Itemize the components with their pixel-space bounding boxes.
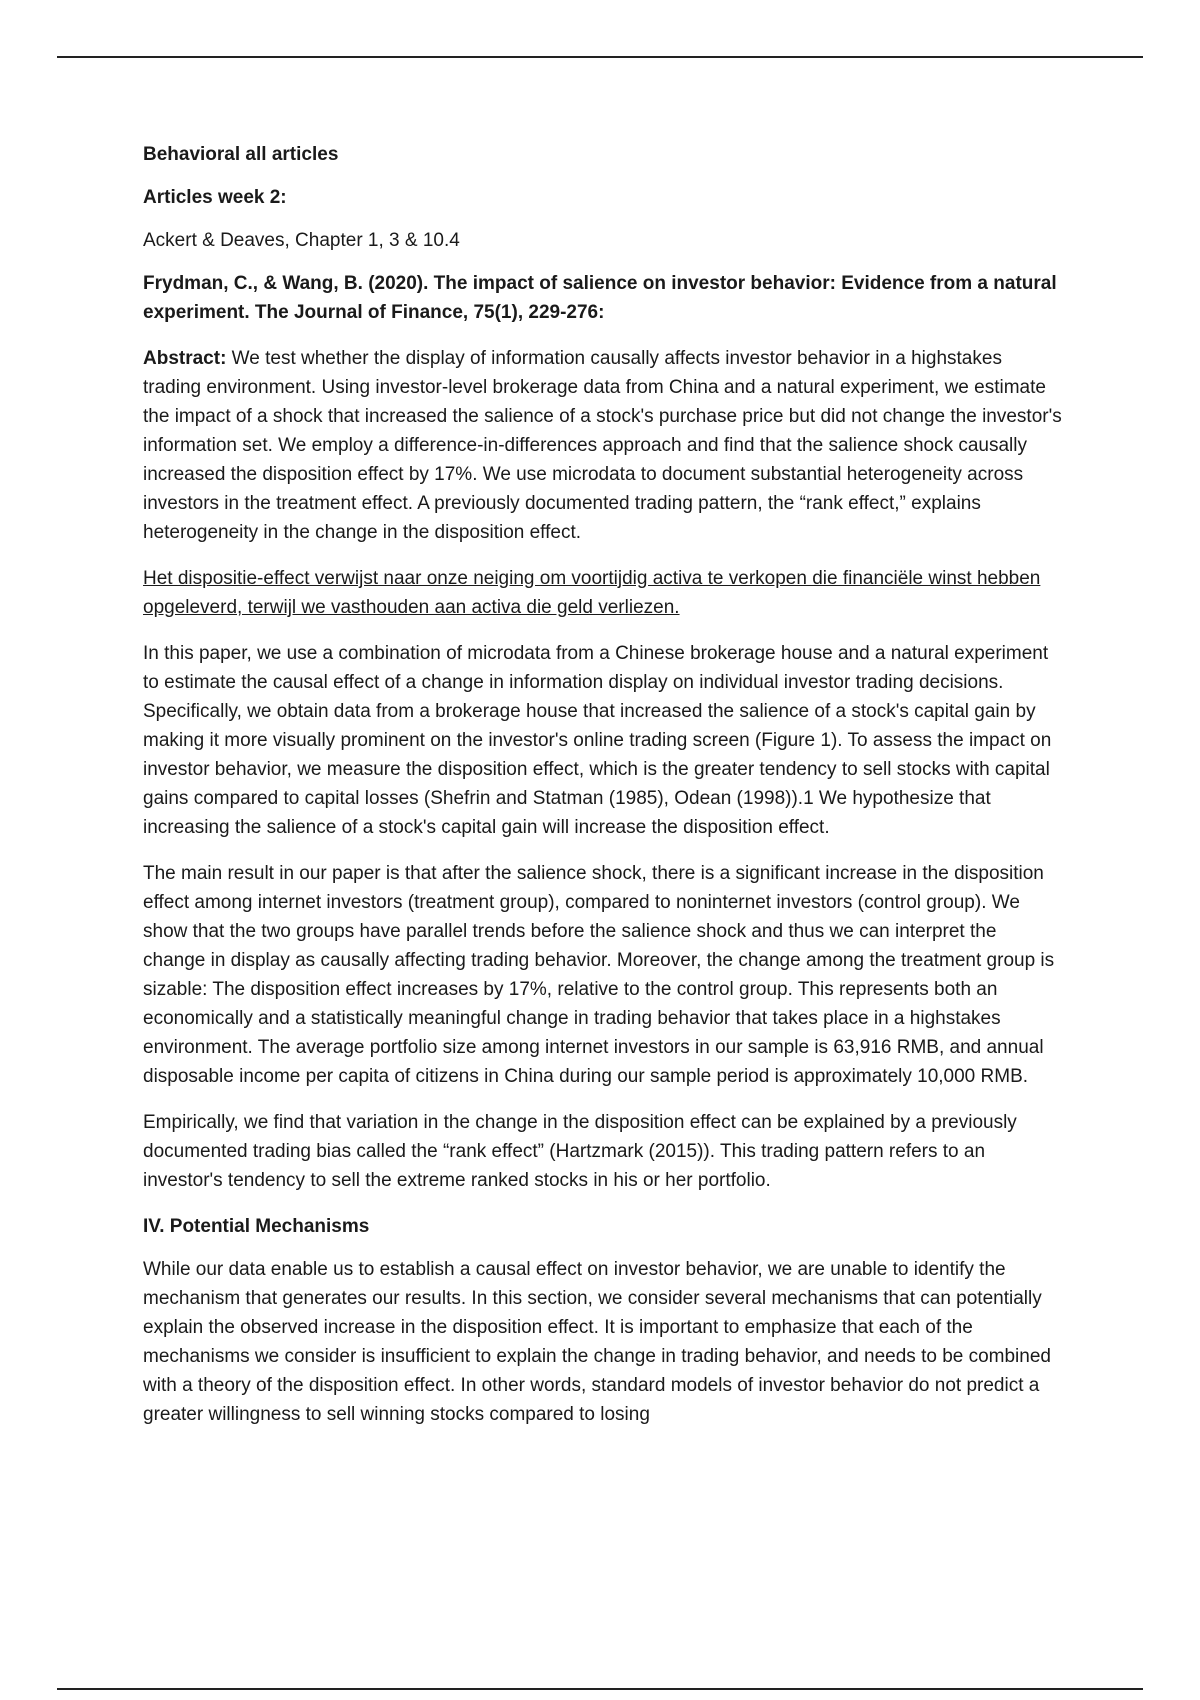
- document-title: Behavioral all articles: [143, 144, 339, 165]
- body-paragraph-3: Empirically, we find that variation in the change in the disposition effect can be explained by a previously documented trading bias called the “rank effect” (Hartzmark (2015)). This trading pattern refers to an investor's tendency to sell the extreme ranked stocks in his or her portfolio.: [143, 1112, 1017, 1191]
- abstract-label: Abstract:: [143, 348, 227, 369]
- abstract-text: We test whether the display of information causally affects investor behavior in a highstakes trading environment. Using investor-level brokerage data from China and a natural experiment, we estimate the impact of a shock that increased the salience of a stock's purchase price but did not change the investor's information set. We employ a difference-in-differences approach and find that the salience shock causally increased the disposition effect by 17%. We use microdata to document substantial heterogeneity across investors in the treatment effect. A previously documented trading pattern, the “rank effect,” explains heterogeneity in the change in the disposition effect.: [143, 348, 1062, 543]
- dutch-note: Het dispositie-effect verwijst naar onze neiging om voortijdig activa te verkopen die financiële winst hebben opgeleverd, terwijl we vasthouden aan activa die geld verliezen.: [143, 568, 1041, 618]
- abstract-paragraph: [143, 344, 1063, 547]
- body-paragraph-4: While our data enable us to establish a causal effect on investor behavior, we are unable to identify the mechanism that generates our results. In this section, we consider several mechanisms that can potentially explain the observed increase in the disposition effect. It is important to emphasize that each of the mechanisms we consider is insufficient to explain the change in trading behavior, and needs to be combined with a theory of the disposition effect. In other words, standard models of investor behavior do not predict a greater willingness to sell winning stocks compared to losing: [143, 1259, 1051, 1425]
- section-heading: IV. Potential Mechanisms: [143, 1216, 370, 1237]
- body-paragraph-2: The main result in our paper is that after the salience shock, there is a significant increase in the disposition effect among internet investors (treatment group), compared to noninternet investors (control group). We show that the two groups have parallel trends before the salience shock and thus we can interpret the change in display as causally affecting trading behavior. Moreover, the change among the treatment group is sizable: The disposition effect increases by 17%, relative to the control group. This represents both an economically and a statistically meaningful change in trading behavior that takes place in a highstakes environment. The average portfolio size among internet investors in our sample is 63,916 RMB, and annual disposable income per capita of citizens in China during our sample period is approximately 10,000 RMB.: [143, 863, 1055, 1087]
- body-paragraph-1: In this paper, we use a combination of microdata from a Chinese brokerage house and a natural experiment to estimate the causal effect of a change in information display on individual investor trading decisions. Specifically, we obtain data from a brokerage house that increased the salience of a stock's capital gain by making it more visually prominent on the investor's online trading screen (Figure 1). To assess the impact on investor behavior, we measure the disposition effect, which is the greater tendency to sell stocks with capital gains compared to capital losses (Shefrin and Statman (1985), Odean (1998)).1 We hypothesize that increasing the salience of a stock's capital gain will increase the disposition effect.: [143, 643, 1052, 838]
- week-heading: Articles week 2:: [143, 187, 287, 208]
- page-content: [143, 140, 1063, 1446]
- footer-rule: [57, 1688, 1143, 1690]
- reading-assignment: Ackert & Deaves, Chapter 1, 3 & 10.4: [143, 230, 460, 251]
- article-citation: Frydman, C., & Wang, B. (2020). The impact of salience on investor behavior: Evidence from a natural experiment. The Journal of Finance, 75(1), 229-276:: [143, 273, 1057, 323]
- header-rule: [57, 56, 1143, 58]
